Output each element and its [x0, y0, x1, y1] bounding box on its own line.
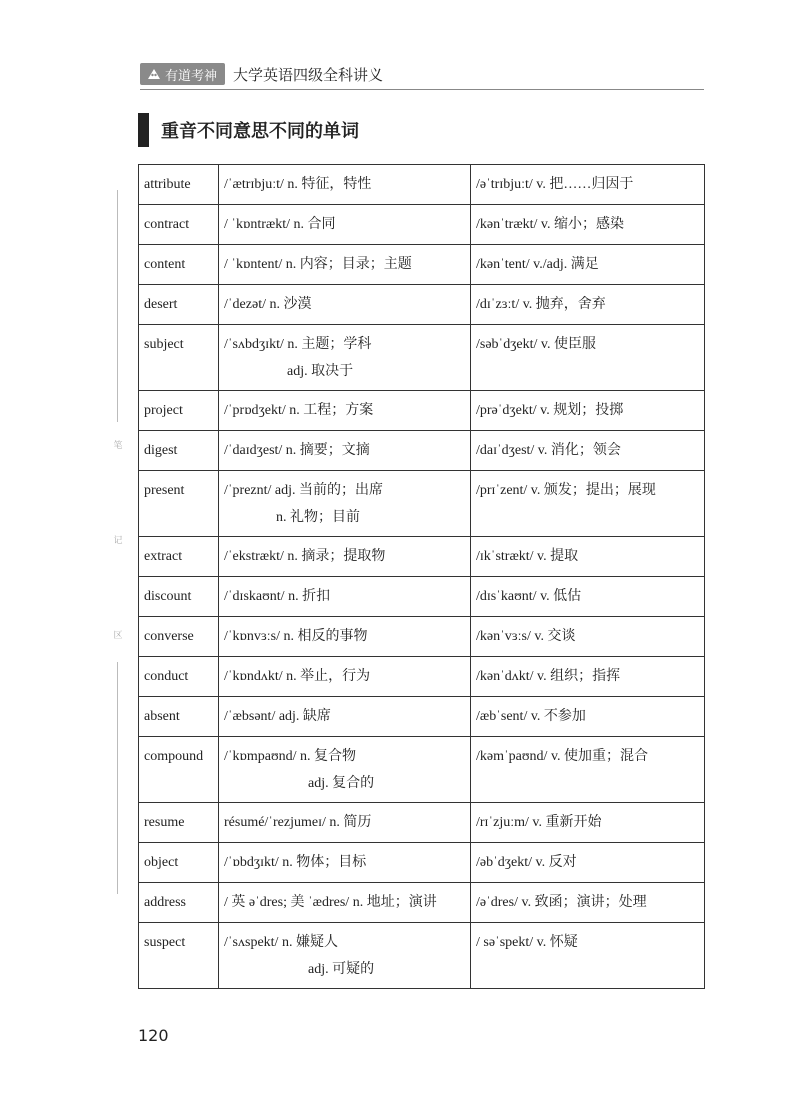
definition-text: adj. 取决于 [287, 364, 354, 379]
word-cell: desert [139, 285, 219, 325]
page-number: 120 [138, 1026, 169, 1045]
table-row [139, 471, 705, 537]
definition-text: / ˈkɒntent/ n. 内容；目录；主题 [224, 257, 412, 272]
table-row [139, 923, 705, 989]
definition-text: /daɪˈdʒest/ v. 消化；领会 [476, 443, 621, 458]
word-cell: suspect [139, 923, 219, 989]
second-stress-cell [471, 883, 705, 923]
table-row [139, 803, 705, 843]
first-stress-cell [219, 657, 471, 697]
definition-text: /ˈkɒndʌkt/ n. 举止，行为 [224, 669, 371, 684]
second-stress-cell [471, 657, 705, 697]
definition-text: /dɪˈzɜːt/ v. 抛弃，舍弃 [476, 297, 606, 312]
second-stress-cell [471, 431, 705, 471]
margin-line [117, 662, 118, 894]
vocabulary-table [138, 164, 705, 989]
first-stress-cell [219, 245, 471, 285]
word-cell: resume [139, 803, 219, 843]
definition-text: /əbˈdʒekt/ v. 反对 [476, 855, 577, 870]
table-row [139, 883, 705, 923]
table-row [139, 165, 705, 205]
definition-text: /ˈsʌbdʒɪkt/ n. 主题；学科 [224, 337, 372, 352]
first-stress-cell [219, 803, 471, 843]
margin-line [117, 190, 118, 422]
definition-text: /ˈdɪskaʊnt/ n. 折扣 [224, 589, 331, 604]
definition-text: /əˈdres/ v. 致函；演讲；处理 [476, 895, 647, 910]
definition-text: /ˈɒbdʒɪkt/ n. 物体；目标 [224, 855, 367, 870]
first-stress-cell [219, 431, 471, 471]
definition-text: /ˈekstrækt/ n. 摘录；提取物 [224, 549, 386, 564]
section-heading [138, 113, 359, 147]
first-stress-cell [219, 923, 471, 989]
first-stress-cell [219, 537, 471, 577]
word-cell: compound [139, 737, 219, 803]
definition-text: /kənˈdʌkt/ v. 组织；指挥 [476, 669, 621, 684]
definition-text: / ˈkɒntrækt/ n. 合同 [224, 217, 336, 232]
word-cell: attribute [139, 165, 219, 205]
definition-text: /kənˈtrækt/ v. 缩小；感染 [476, 217, 625, 232]
definition-text: /prəˈdʒekt/ v. 规划；投掷 [476, 403, 624, 418]
second-stress-cell [471, 923, 705, 989]
table-row [139, 617, 705, 657]
second-stress-cell [471, 697, 705, 737]
table-row [139, 737, 705, 803]
word-cell: absent [139, 697, 219, 737]
first-stress-cell [219, 843, 471, 883]
first-stress-cell [219, 285, 471, 325]
word-cell: content [139, 245, 219, 285]
first-stress-cell [219, 391, 471, 431]
table-row [139, 285, 705, 325]
brand-name: 有道考神 [165, 68, 218, 84]
word-cell: discount [139, 577, 219, 617]
second-stress-cell [471, 245, 705, 285]
definition-text: /prɪˈzent/ v. 颁发；提出；展现 [476, 483, 656, 498]
definition-text: /æbˈsent/ v. 不参加 [476, 709, 586, 724]
definition-text: /ɪkˈstrækt/ v. 提取 [476, 549, 579, 564]
definition-text: /ˈsʌspekt/ n. 嫌疑人 [224, 935, 338, 950]
second-stress-cell [471, 843, 705, 883]
table-row [139, 577, 705, 617]
second-stress-cell [471, 471, 705, 537]
word-cell: present [139, 471, 219, 537]
second-stress-cell [471, 391, 705, 431]
definition-text: /ˈæbsənt/ adj. 缺席 [224, 709, 331, 724]
definition-text: /ˈpreznt/ adj. 当前的；出席 [224, 483, 384, 498]
word-cell: project [139, 391, 219, 431]
word-cell: address [139, 883, 219, 923]
definition-text: /rɪˈzjuːm/ v. 重新开始 [476, 815, 602, 830]
second-stress-cell [471, 537, 705, 577]
definition-text: /ˈætrɪbjuːt/ n. 特征，特性 [224, 177, 372, 192]
definition-text: /səbˈdʒekt/ v. 使臣服 [476, 337, 597, 352]
definition-text: adj. 复合的 [308, 776, 375, 791]
definition-text: /ˈdaɪdʒest/ n. 摘要；文摘 [224, 443, 370, 458]
definition-text: /ˈkɒnvɜːs/ n. 相反的事物 [224, 629, 368, 644]
table-row [139, 843, 705, 883]
owl-logo-icon [146, 67, 162, 81]
second-stress-cell [471, 737, 705, 803]
word-cell: conduct [139, 657, 219, 697]
definition-text: /ˈkɒmpaʊnd/ n. 复合物 [224, 749, 357, 764]
second-stress-cell [471, 577, 705, 617]
definition-text: /dɪsˈkaʊnt/ v. 低估 [476, 589, 582, 604]
margin-label-char: 笔 [113, 441, 123, 451]
definition-text: résumé/ˈrezjumeɪ/ n. 简历 [224, 815, 372, 830]
page-header [140, 62, 383, 86]
second-stress-cell [471, 205, 705, 245]
word-cell: subject [139, 325, 219, 391]
section-marker [138, 113, 149, 147]
definition-text: / 英 əˈdres; 美 ˈædres/ n. 地址；演讲 [224, 895, 437, 910]
table-row [139, 657, 705, 697]
second-stress-cell [471, 325, 705, 391]
definition-text: /kənˈtent/ v./adj. 满足 [476, 257, 599, 272]
second-stress-cell [471, 285, 705, 325]
word-cell: extract [139, 537, 219, 577]
second-stress-cell [471, 165, 705, 205]
first-stress-cell [219, 205, 471, 245]
first-stress-cell [219, 471, 471, 537]
book-title: 大学英语四级全科讲义 [233, 65, 384, 84]
definition-text: / səˈspekt/ v. 怀疑 [476, 935, 578, 950]
word-cell: digest [139, 431, 219, 471]
margin-label-char: 区 [113, 631, 123, 641]
table-row [139, 431, 705, 471]
table-row [139, 205, 705, 245]
first-stress-cell [219, 325, 471, 391]
first-stress-cell [219, 617, 471, 657]
first-stress-cell [219, 165, 471, 205]
table-row [139, 325, 705, 391]
word-cell: contract [139, 205, 219, 245]
table-row [139, 537, 705, 577]
second-stress-cell [471, 617, 705, 657]
first-stress-cell [219, 737, 471, 803]
table-row [139, 391, 705, 431]
section-title: 重音不同意思不同的单词 [161, 121, 359, 142]
brand-logo [140, 63, 225, 85]
table-row [139, 245, 705, 285]
first-stress-cell [219, 697, 471, 737]
header-divider [140, 89, 704, 90]
first-stress-cell [219, 883, 471, 923]
definition-text: /ˈprɒdʒekt/ n. 工程；方案 [224, 403, 374, 418]
margin-label-char: 记 [113, 536, 123, 546]
word-cell: object [139, 843, 219, 883]
definition-text: /kəmˈpaʊnd/ v. 使加重；混合 [476, 749, 649, 764]
definition-text: adj. 可疑的 [308, 962, 375, 977]
definition-text: /ˈdezət/ n. 沙漠 [224, 297, 312, 312]
definition-text: n. 礼物；目前 [276, 510, 360, 525]
second-stress-cell [471, 803, 705, 843]
first-stress-cell [219, 577, 471, 617]
definition-text: /əˈtrɪbjuːt/ v. 把……归因于 [476, 177, 634, 192]
table-row [139, 697, 705, 737]
definition-text: /kənˈvɜːs/ v. 交谈 [476, 629, 576, 644]
word-cell: converse [139, 617, 219, 657]
